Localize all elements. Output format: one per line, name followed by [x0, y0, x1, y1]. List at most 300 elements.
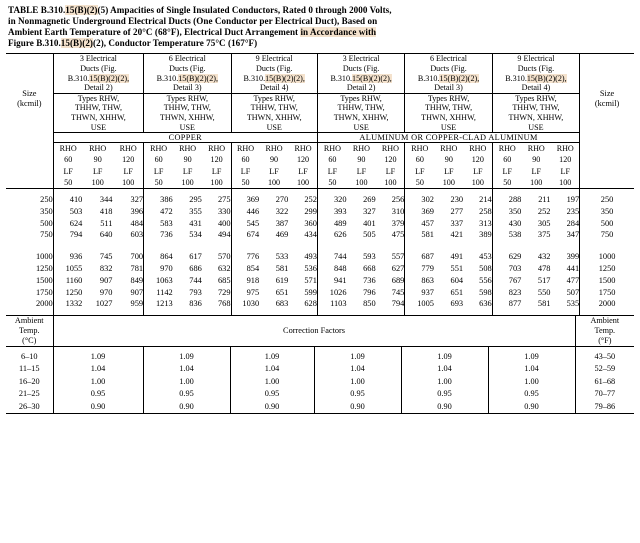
correction-factor-cell: 1.09 [314, 351, 401, 364]
table-row [6, 263, 634, 275]
rho-cell-3 [317, 143, 404, 189]
data-cell: 941 [317, 275, 346, 287]
duct-group-4-fig-highlight: 15(B)(2)(2), [439, 73, 480, 83]
ambient-celsius-header [6, 316, 53, 346]
types-line-0: Types RHW, [515, 93, 557, 103]
size-header-left-l2: (kcmil) [17, 98, 42, 108]
lf-label: LF [63, 166, 73, 176]
size-header-left-l1: Size [22, 88, 37, 98]
data-cell: 347 [550, 229, 579, 241]
data-cell: 536 [304, 263, 317, 273]
data-cell: 503 [53, 206, 82, 218]
data-cell: 258 [479, 206, 492, 216]
data-cell: 369 [405, 206, 434, 218]
data-cell: 796 [363, 287, 376, 297]
lf-labels-0 [54, 166, 143, 177]
correction-factor-cell: 0.95 [401, 388, 488, 401]
row-size-left: 250 [40, 194, 53, 204]
rho-values-1 [144, 154, 230, 165]
ambient-f-l1: Ambient [590, 316, 620, 326]
data-cell: 235 [550, 206, 579, 218]
data-cell: 570 [217, 252, 231, 262]
data-cell: 434 [304, 230, 317, 240]
types-line-3: USE [528, 122, 544, 132]
duct-group-5-count: 9 Electrical [517, 54, 555, 64]
types-line-1: THHW, THW, [250, 103, 298, 113]
data-cell: 505 [363, 230, 376, 240]
title-line-4-post: (2), Conductor Temperature 75°C (167°F) [93, 38, 258, 49]
rho-label: RHO [119, 144, 137, 154]
duct-group-2-fig [232, 74, 317, 84]
lf-value: 50 [154, 177, 163, 187]
data-cell: 396 [130, 206, 144, 216]
rho-cell-0 [53, 143, 143, 189]
data-cell: 252 [537, 206, 551, 216]
types-line-3: USE [440, 122, 457, 132]
data-cell: 441 [550, 263, 579, 275]
correction-factor-cell: 1.04 [401, 363, 488, 376]
rho-labels-1 [144, 143, 230, 154]
correction-factor-cell: 0.90 [488, 401, 575, 414]
correction-row [6, 388, 634, 401]
data-cell: 970 [99, 287, 113, 297]
lf-value: 50 [328, 177, 337, 187]
lf-value: 100 [471, 177, 484, 187]
data-cell: 683 [275, 299, 289, 309]
correction-factor-cell: 0.90 [143, 401, 230, 414]
correction-factor-cell: 1.00 [488, 376, 575, 389]
rho-value: 60 [415, 155, 424, 165]
title-line-2: in Nonmagnetic Underground Electrical Ducts (One Conductor per Electrical Duct), Based on [8, 16, 378, 27]
data-cell: 640 [99, 230, 113, 240]
lf-labels-1 [144, 166, 230, 177]
duct-group-2-count: 9 Electrical [255, 54, 293, 64]
data-cell: 571 [304, 275, 317, 285]
title-line-4-pre: Figure B.310. [8, 38, 61, 49]
data-cell: 768 [217, 299, 231, 309]
lf-value: 100 [442, 177, 455, 187]
rho-label: RHO [179, 144, 197, 154]
size-header-right [580, 54, 634, 143]
lf-labels-2 [232, 166, 317, 177]
correction-factors-table [6, 315, 634, 416]
data-cell: 832 [99, 263, 113, 273]
table-row [6, 298, 634, 310]
duct-group-4-fig [405, 74, 491, 84]
data-cell: 214 [479, 194, 492, 204]
data-cell: 617 [189, 252, 202, 262]
data-cell: 627 [391, 263, 405, 273]
data-cell: 864 [144, 251, 173, 263]
duct-group-4-count: 6 Electrical [429, 54, 468, 64]
data-cell: 369 [231, 194, 259, 206]
title-line-1-pre: TABLE B.310. [8, 5, 66, 15]
data-cell: 744 [189, 275, 202, 285]
lf-label: LF [356, 166, 367, 176]
lf-value: 100 [355, 177, 368, 187]
correction-row [6, 351, 634, 364]
data-cell: 313 [479, 218, 492, 228]
data-cell: 767 [492, 275, 521, 287]
data-cell: 959 [130, 299, 144, 309]
correction-temp-celsius: 11–15 [19, 364, 40, 374]
correction-temp-fahrenheit: 70–77 [594, 389, 616, 399]
data-cell: 305 [537, 218, 551, 228]
row-size-right: 1750 [598, 287, 616, 297]
row-size-left: 1500 [35, 275, 53, 285]
data-cell: 410 [53, 194, 82, 206]
data-cell: 535 [550, 298, 579, 310]
data-cell: 581 [405, 229, 434, 241]
data-cell: 668 [363, 263, 376, 273]
types-cell-2 [231, 93, 317, 132]
lf-values-3 [318, 177, 404, 188]
data-cell: 1005 [405, 298, 434, 310]
types-line-2: THWN, XHHW, [508, 112, 564, 122]
lf-value: 100 [530, 177, 543, 187]
rho-value: 120 [210, 155, 223, 165]
lf-label: LF [502, 166, 512, 176]
data-block-2 [6, 246, 634, 315]
duct-group-5-detail: Detail 4) [521, 83, 551, 93]
duct-group-5-ducts: Ducts (Fig. [517, 63, 555, 73]
row-size-left: 1750 [35, 287, 53, 297]
data-cell: 1055 [53, 263, 82, 275]
duct-group-2-ducts: Ducts (Fig. [256, 63, 293, 73]
rho-labels-0 [54, 143, 143, 154]
rho-value: 60 [241, 155, 250, 165]
rho-labels-2 [232, 143, 317, 154]
data-cell: 511 [100, 218, 113, 228]
rho-values-2 [232, 154, 317, 165]
data-cell: 703 [492, 263, 521, 275]
data-cell: 270 [275, 194, 289, 204]
correction-factor-cell: 0.95 [53, 388, 143, 401]
data-cell: 277 [450, 206, 464, 216]
data-cell: 472 [144, 206, 173, 218]
rho-label: RHO [556, 144, 574, 154]
correction-row [6, 363, 634, 376]
title-line-1-post: (5) Ampacities of Single Insulated Conductors, Rated 0 through 2000 Volts, [97, 5, 392, 15]
data-cell: 849 [130, 275, 144, 285]
rho-label: RHO [498, 144, 516, 154]
data-cell: 337 [450, 218, 464, 228]
lf-labels-4 [405, 166, 491, 177]
types-line-2: THWN, XHHW, [246, 112, 302, 122]
data-cell: 295 [189, 194, 202, 204]
lf-label: LF [211, 166, 222, 176]
row-size-left: 2000 [35, 299, 53, 309]
data-cell: 256 [391, 194, 405, 204]
rho-lf-row [6, 143, 634, 189]
data-cell: 475 [391, 230, 405, 240]
table-row [6, 218, 634, 230]
correction-factor-cell: 1.00 [53, 376, 143, 389]
data-cell: 551 [450, 263, 464, 273]
data-cell: 626 [317, 229, 346, 241]
data-cell: 593 [363, 252, 376, 262]
data-cell: 629 [492, 251, 521, 263]
correction-factor-cell: 1.00 [143, 376, 230, 389]
data-cell: 508 [479, 263, 492, 273]
data-cell: 583 [144, 218, 173, 230]
data-cell: 736 [363, 275, 376, 285]
data-cell: 327 [363, 206, 376, 216]
rho-label: RHO [294, 144, 312, 154]
data-cell: 421 [450, 230, 464, 240]
data-cell: 877 [492, 298, 521, 310]
data-cell: 284 [550, 218, 579, 230]
duct-group-4-ducts: Ducts (Fig. [430, 63, 467, 73]
rho-value: 90 [269, 155, 279, 165]
data-cell: 517 [537, 275, 551, 285]
rho-label: RHO [469, 144, 487, 154]
data-cell: 700 [130, 252, 144, 262]
types-cell-1 [144, 93, 231, 132]
lf-values-4 [405, 177, 491, 188]
data-cell: 557 [391, 252, 405, 262]
table-row [6, 275, 634, 287]
data-cell: 781 [130, 263, 144, 273]
data-cell: 1103 [317, 298, 346, 310]
lf-values-5 [493, 177, 579, 188]
data-cell: 299 [304, 206, 317, 216]
correction-factors-label: Correction Factors [53, 316, 575, 346]
lf-label: LF [182, 166, 193, 176]
correction-temp-celsius: 26–30 [18, 401, 40, 411]
data-block-1 [6, 188, 634, 246]
data-cell: 269 [363, 194, 376, 204]
duct-group-3-header [317, 54, 404, 93]
lf-value: 100 [384, 177, 397, 187]
data-cell: 1027 [95, 299, 113, 309]
data-cell: 469 [275, 230, 289, 240]
correction-temp-fahrenheit: 61–68 [594, 376, 616, 386]
rho-value: 60 [154, 155, 163, 165]
data-cell: 386 [144, 194, 173, 206]
metal-row [6, 133, 634, 143]
types-line-2: THWN, XHHW, [71, 112, 126, 122]
rho-value: 90 [357, 155, 366, 165]
types-line-0: Types RHW, [340, 93, 382, 103]
duct-group-1-detail: Detail 3) [173, 83, 202, 93]
data-cell: 1250 [53, 287, 82, 299]
data-cell: 581 [275, 263, 289, 273]
duct-group-0-fig-pre: B.310. [67, 73, 90, 83]
types-line-0: Types RHW, [253, 93, 295, 103]
data-cell: 907 [130, 287, 144, 297]
lf-value: 50 [241, 177, 250, 187]
lf-label: LF [269, 166, 279, 176]
data-cell: 310 [391, 206, 405, 216]
lf-label: LF [531, 166, 541, 176]
lf-label: LF [327, 166, 338, 176]
lf-label: LF [415, 166, 425, 176]
correction-factor-cell: 1.00 [314, 376, 401, 389]
rho-label: RHO [411, 144, 429, 154]
row-size-left: 350 [40, 206, 53, 216]
rho-row-spacer-right [580, 143, 634, 189]
lf-label: LF [240, 166, 251, 176]
data-cell: 776 [231, 251, 259, 263]
rho-value: 60 [64, 155, 73, 165]
duct-group-1-fig [144, 74, 230, 84]
data-cell: 1030 [231, 298, 259, 310]
data-cell: 430 [492, 218, 521, 230]
duct-group-5-fig-pre: B.310. [505, 73, 527, 83]
data-cell: 432 [537, 252, 551, 262]
row-size-right: 350 [600, 206, 614, 216]
duct-group-4-fig-pre: B.310. [417, 73, 440, 83]
types-line-2: THWN, XHHW, [421, 112, 476, 122]
data-cell: 484 [130, 218, 144, 228]
data-cell: 779 [405, 263, 434, 275]
duct-group-2-detail: Detail 4) [259, 83, 289, 93]
data-cell: 491 [450, 252, 464, 262]
duct-group-header-row [6, 54, 634, 93]
rho-label: RHO [150, 144, 168, 154]
correction-temp-fahrenheit: 52–59 [594, 364, 616, 374]
correction-temp-celsius: 21–25 [18, 389, 40, 399]
data-cell: 545 [231, 218, 259, 230]
data-cell: 628 [304, 299, 317, 309]
types-line-3: USE [353, 122, 369, 132]
data-cell: 1063 [144, 275, 173, 287]
table-row [6, 287, 634, 299]
data-cell: 489 [317, 218, 346, 230]
ambient-c-l2: Temp. [18, 325, 40, 335]
lf-label: LF [123, 166, 133, 176]
rho-value: 60 [503, 155, 512, 165]
rho-cell-1 [144, 143, 231, 189]
data-cell: 598 [479, 287, 492, 297]
duct-group-3-fig-pre: B.310. [330, 73, 353, 83]
correction-factor-cell: 1.04 [314, 363, 401, 376]
data-cell: 275 [217, 194, 231, 204]
data-cell: 418 [99, 206, 113, 216]
ambient-c-l1: Ambient [14, 316, 44, 326]
data-cell: 674 [231, 229, 259, 241]
types-line-3: USE [266, 122, 282, 132]
correction-factor-cell: 0.95 [488, 388, 575, 401]
table-row [6, 194, 634, 206]
rho-cell-4 [405, 143, 492, 189]
duct-group-2-fig-pre: B.310. [243, 73, 266, 83]
data-cell: 793 [189, 287, 202, 297]
types-line-1: THHW, THW, [424, 103, 473, 113]
correction-header-row [6, 316, 634, 346]
data-cell: 744 [317, 251, 346, 263]
lf-label: LF [385, 166, 396, 176]
data-cell: 850 [363, 299, 376, 309]
data-cell: 863 [405, 275, 434, 287]
data-cell: 794 [391, 299, 405, 309]
lf-labels-3 [318, 166, 404, 177]
duct-group-2-fig-highlight: 15(B)(2)(2), [265, 73, 305, 83]
correction-factor-cell: 1.09 [488, 351, 575, 364]
types-cell-4 [405, 93, 492, 132]
duct-group-4-header [405, 54, 492, 93]
duct-group-3-fig-highlight: 15(B)(2)(2), [352, 73, 392, 83]
types-cell-0 [53, 93, 143, 132]
duct-group-0-header [53, 54, 143, 93]
title-line-3 [8, 27, 634, 38]
data-cell: 446 [231, 206, 259, 218]
data-cell: 823 [492, 287, 521, 299]
title-line-1-highlight: 15(B)(2) [65, 5, 98, 15]
correction-factor-cell: 0.95 [143, 388, 230, 401]
row-size-right: 1000 [598, 252, 616, 262]
lf-values-0 [54, 177, 143, 188]
row-size-right: 750 [600, 230, 614, 240]
lf-label: LF [473, 166, 483, 176]
data-cell: 970 [144, 263, 173, 275]
data-cell: 538 [492, 229, 521, 241]
duct-group-5-fig [493, 74, 579, 84]
rho-labels-5 [493, 143, 579, 154]
data-cell: 453 [479, 252, 492, 262]
duct-group-1-fig-highlight: 15(B)(2)(2), [178, 73, 218, 83]
data-cell: 794 [53, 229, 82, 241]
duct-group-5-header [492, 54, 579, 93]
rho-label: RHO [440, 144, 458, 154]
correction-temp-celsius: 6–10 [20, 351, 38, 361]
correction-factor-cell: 1.04 [488, 363, 575, 376]
types-cell-3 [317, 93, 404, 132]
data-cell: 1213 [144, 298, 173, 310]
data-cell: 507 [550, 287, 579, 299]
data-cell: 288 [492, 194, 521, 206]
data-cell: 603 [130, 230, 144, 240]
rho-value: 120 [122, 155, 135, 165]
duct-group-5-fig-highlight: 15(B)(2)(2), [526, 73, 567, 83]
data-cell: 581 [537, 299, 551, 309]
data-cell: 907 [99, 275, 113, 285]
data-cell: 330 [217, 206, 231, 216]
data-cell: 344 [99, 194, 113, 204]
data-cell: 399 [550, 251, 579, 263]
correction-factor-cell: 1.09 [401, 351, 488, 364]
data-cell: 400 [217, 218, 231, 228]
data-cell: 685 [217, 275, 231, 285]
data-cell: 745 [99, 252, 113, 262]
lf-value: 50 [503, 177, 512, 187]
lf-value: 100 [267, 177, 281, 187]
table-row [6, 229, 634, 241]
types-line-3: USE [90, 122, 107, 132]
rho-labels-3 [318, 143, 404, 154]
lf-values-2 [232, 177, 317, 188]
duct-group-1-fig-pre: B.310. [156, 73, 179, 83]
data-cell: 477 [550, 275, 579, 287]
lf-label: LF [298, 166, 308, 176]
data-cell: 534 [189, 230, 202, 240]
rho-value: 60 [328, 155, 337, 165]
types-row [6, 93, 634, 132]
lf-value: 50 [64, 177, 73, 187]
metal-aluminum-label: ALUMINUM OR COPPER-CLAD ALUMINUM [317, 133, 579, 143]
data-cell: 848 [317, 263, 346, 275]
duct-group-0-count: 3 Electrical [79, 54, 117, 64]
rho-value: 120 [471, 155, 484, 165]
row-size-right: 1500 [598, 275, 616, 285]
rho-label: RHO [352, 144, 370, 154]
table-row [6, 206, 634, 218]
data-cell: 745 [391, 287, 405, 297]
data-cell: 1026 [317, 287, 346, 299]
row-size-right: 2000 [598, 299, 616, 309]
lf-label: LF [560, 166, 570, 176]
